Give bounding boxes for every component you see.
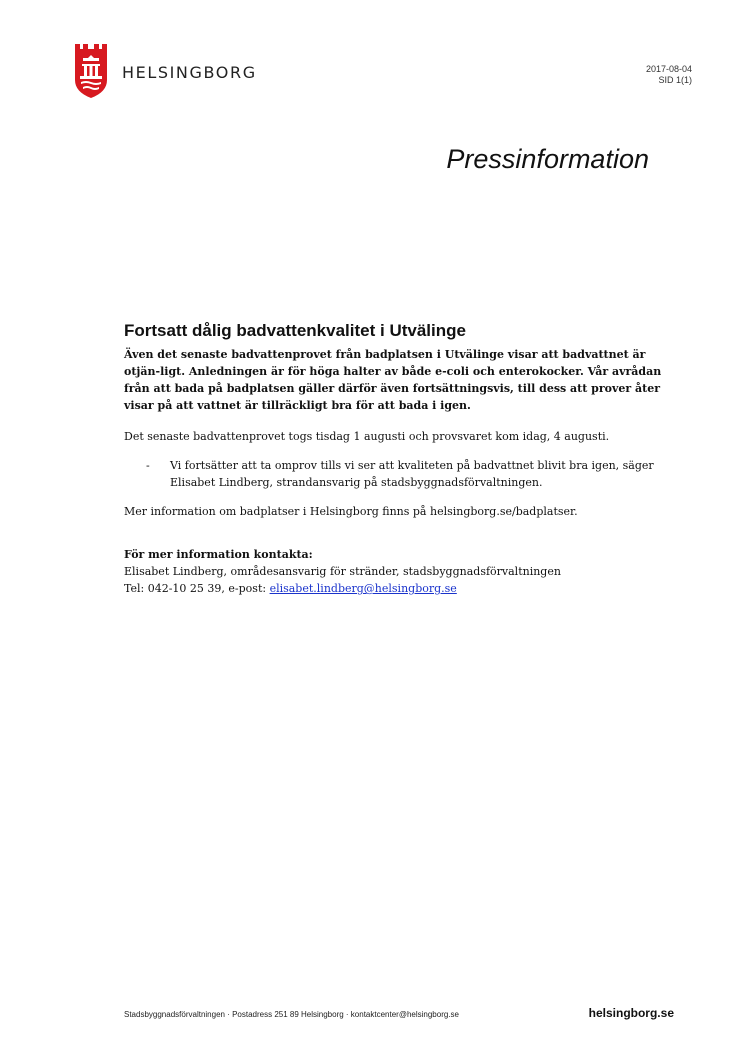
quote-text: Vi fortsätter att ta omprov tills vi ser att kvaliteten på badvattnet blivit bra igen, säger Elisabet Lindberg, strandansvarig på stadsbyggnadsförvaltningen. xyxy=(170,459,654,489)
document-date: 2017-08-04 xyxy=(645,64,692,74)
article-paragraph: Det senaste badvattenprovet togs tisdag 1 augusti och provsvaret kom idag, 4 augusti. xyxy=(124,430,610,443)
city-crest-icon xyxy=(74,44,108,98)
article-paragraph: Mer information om badplatser i Helsingborg finns på helsingborg.se/badplatser. xyxy=(124,505,578,518)
document-meta xyxy=(646,64,692,86)
contact-line xyxy=(124,580,664,597)
helsingborg-logo xyxy=(74,44,257,98)
contact-person: Elisabet Lindberg, områdesansvarig för stränder, stadsbyggnadsförvaltningen xyxy=(124,565,561,578)
contact-phone: Tel: 042-10 25 39, e-post: xyxy=(124,582,270,595)
footer-website: helsingborg.se xyxy=(588,1006,674,1020)
article-quote xyxy=(146,457,664,491)
article-headline: Fortsatt dålig badvattenkvalitet i Utvälinge xyxy=(124,321,466,340)
quote-dash: - xyxy=(146,459,150,472)
contact-email-link[interactable]: elisabet.lindberg@helsingborg.se xyxy=(269,582,457,595)
footer-address: Stadsbyggnadsförvaltningen · Postadress 251 89 Helsingborg · kontaktcenter@helsingborg.se xyxy=(124,1010,459,1019)
page-number: SID 1(1) xyxy=(658,75,692,85)
logo-wordmark: HELSINGBORG xyxy=(122,62,257,82)
page-footer xyxy=(124,1006,674,1020)
contact-heading: För mer information kontakta: xyxy=(124,548,313,561)
press-release-body xyxy=(124,320,664,597)
document-type-title: Pressinformation xyxy=(446,144,649,174)
article-lead: Även det senaste badvattenprovet från badplatsen i Utvälinge visar att badvattnet är otjän-ligt. Anledningen är för höga halter av både e-coli och enterokocker. Vår avrådan från att bada på badplatsen gäller därför även fortsättningsvis, till dess att prover åter visar på att vattnet är tillräckligt bra för att bada i igen. xyxy=(124,348,662,412)
